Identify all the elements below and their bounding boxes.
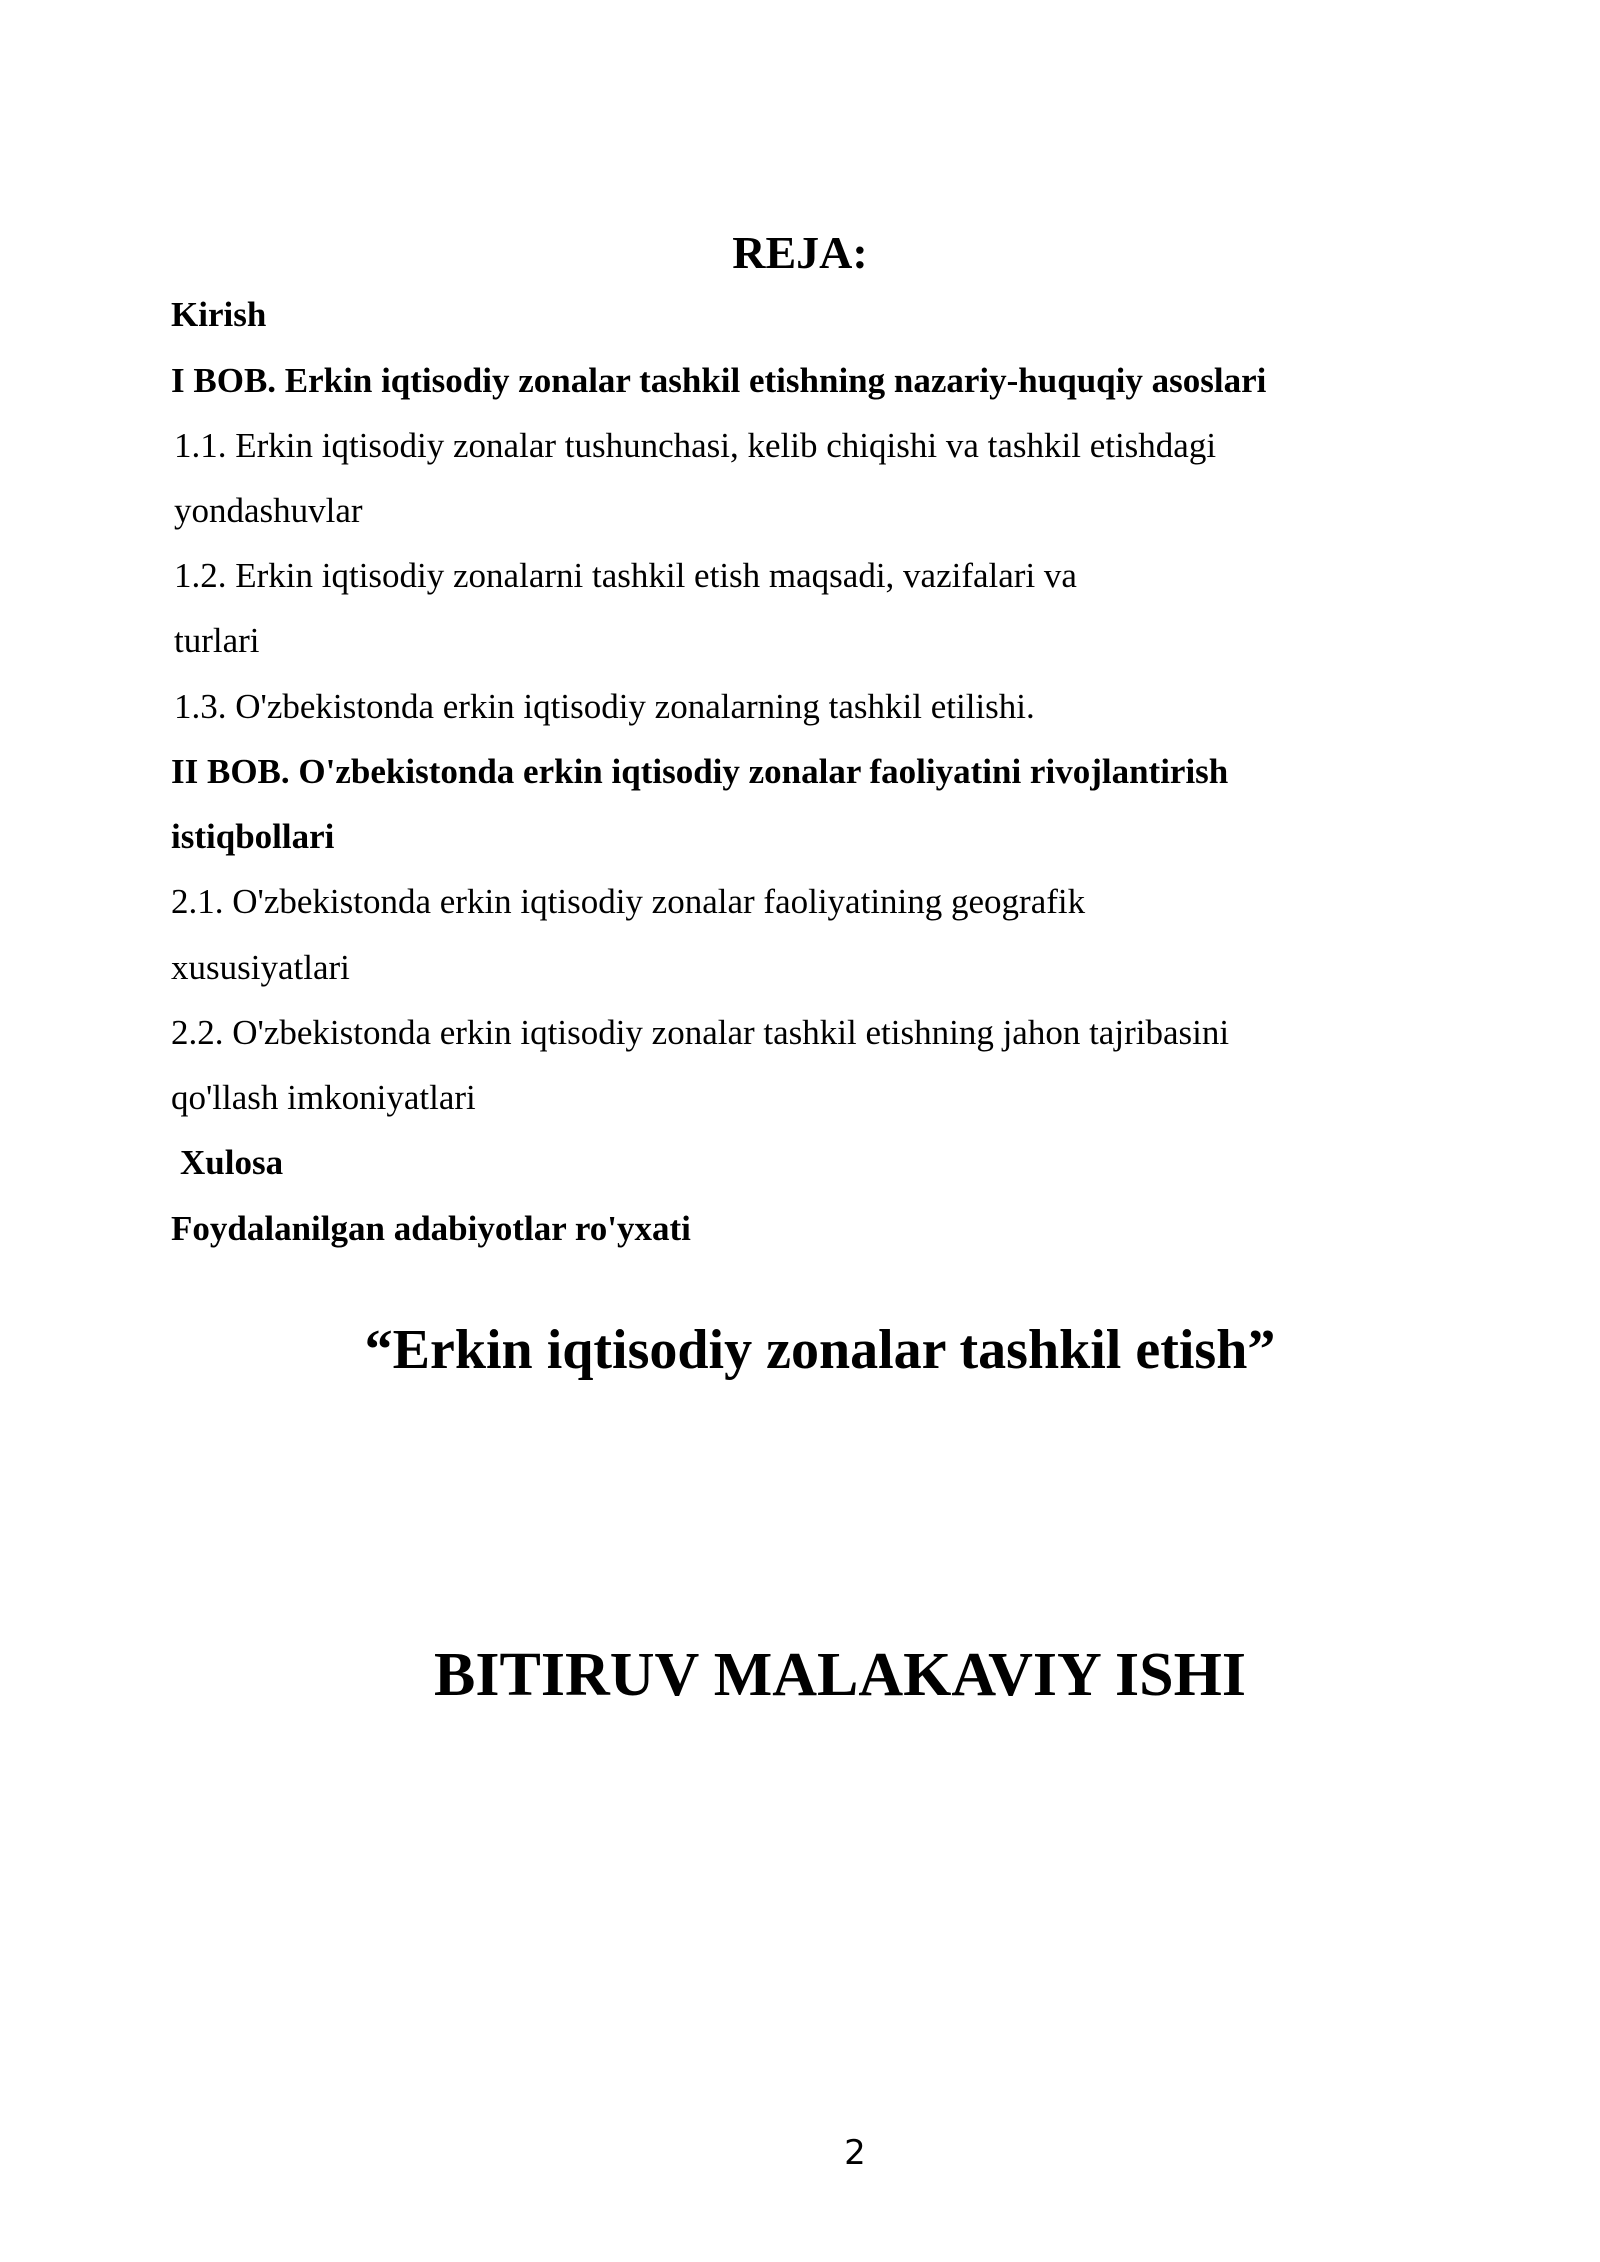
- toc-entry-section-1-3: 1.3. O'zbekistonda erkin iqtisodiy zonalarning tashkil etilishi.: [174, 687, 1035, 726]
- plan-title: REJA:: [732, 227, 868, 278]
- toc-entry-introduction: Kirish: [171, 295, 267, 334]
- toc-entry-section-2-2-continued: qo'llash imkoniyatlari: [171, 1078, 476, 1117]
- toc-entry-bibliography: Foydalanilgan adabiyotlar ro'yxati: [171, 1209, 691, 1248]
- toc-entry-chapter-1: I BOB. Erkin iqtisodiy zonalar tashkil etishning nazariy-huquqiy asoslari: [171, 361, 1267, 400]
- toc-entry-chapter-2: II BOB. O'zbekistonda erkin iqtisodiy zonalar faoliyatini rivojlantirish: [171, 752, 1229, 791]
- toc-entry-conclusion: Xulosa: [180, 1143, 284, 1182]
- work-type-heading: BITIRUV MALAKAVIY ISHI: [434, 1641, 1246, 1709]
- toc-entry-section-1-1: 1.1. Erkin iqtisodiy zonalar tushunchasi, kelib chiqishi va tashkil etishdagi: [174, 426, 1217, 465]
- toc-entry-section-2-1-continued: xususiyatlari: [171, 948, 350, 987]
- page-number: 2: [844, 2133, 866, 2173]
- toc-entry-section-2-1: 2.1. O'zbekistonda erkin iqtisodiy zonalar faoliyatining geografik: [171, 882, 1086, 921]
- toc-entry-chapter-2-continued: istiqbollari: [171, 817, 335, 856]
- thesis-topic-title: “Erkin iqtisodiy zonalar tashkil etish”: [364, 1319, 1276, 1381]
- toc-entry-section-1-2: 1.2. Erkin iqtisodiy zonalarni tashkil etish maqsadi, vazifalari va: [174, 556, 1077, 595]
- toc-entry-section-1-2-continued: turlari: [174, 621, 260, 660]
- toc-entry-section-1-1-continued: yondashuvlar: [174, 491, 363, 530]
- toc-entry-section-2-2: 2.2. O'zbekistonda erkin iqtisodiy zonalar tashkil etishning jahon tajribasini: [171, 1013, 1230, 1052]
